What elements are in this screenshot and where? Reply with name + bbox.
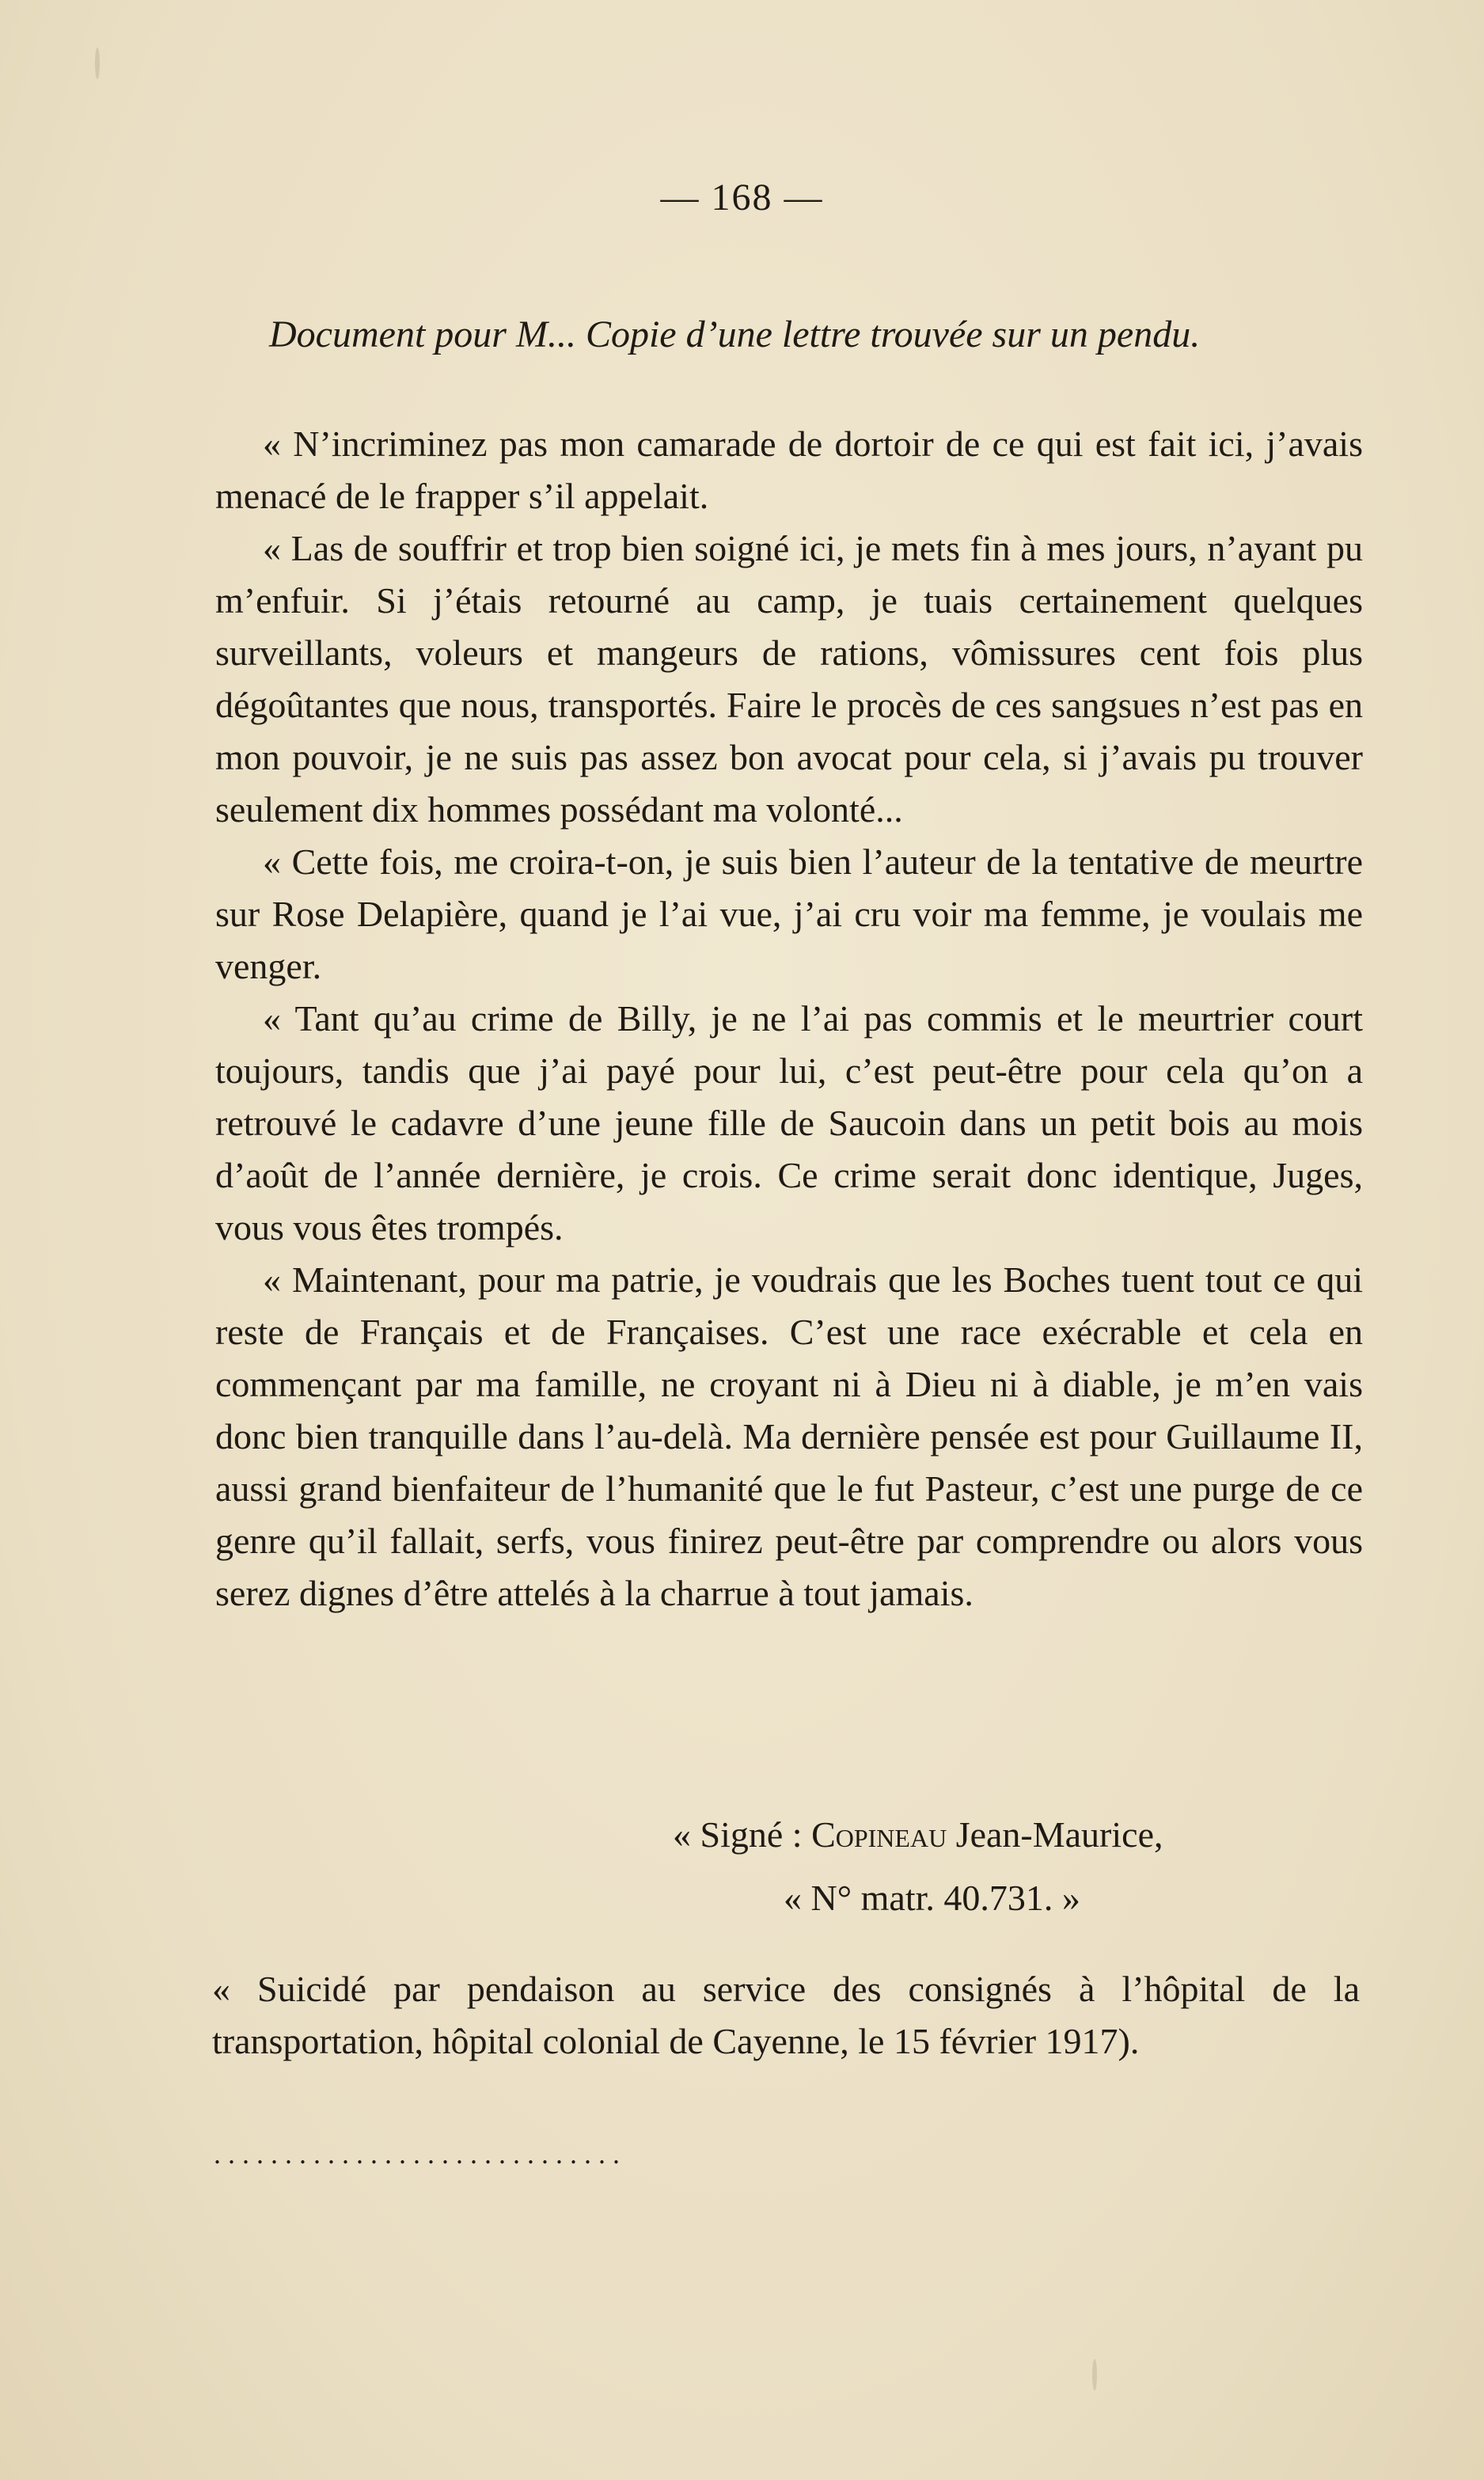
signature-surname: Copineau — [811, 1814, 947, 1855]
letter-paragraph: « Las de souffrir et trop bien soigné ici, je mets fin à mes jours, n’ayant pu m’enfuir. Si j’étais retourné au camp, je tuais certainement quelques surveillants, voleurs et mangeurs de rations, vômissures cent fois plus dégoûtantes que nous, transportés. Faire le procès de ces sangsues n’est pas en mon pouvoir, je ne suis pas assez bon avocat pour cela, si j’avais pu trouver seulement dix hommes possédant ma volonté... — [215, 528, 1363, 830]
paper-stain — [1092, 2359, 1097, 2391]
letter-paragraph: « Maintenant, pour ma patrie, je voudrais que les Boches tuent tout ce qui reste de Français et de Françaises. C’est une race exécrable et cela en commençant par ma famille, ne croyant ni à Dieu ni à diable, je m’en vais donc bien tranquille dans l’au-delà. Ma dernière pensée est pour Guillaume II, aussi grand bienfaiteur de l’humanité que le fut Pasteur, c’est une purge de ce genre qu’il fallait, serfs, vous finirez peut-être par comprendre ou alors vous serez dignes d’être attelés à la charrue à tout jamais. — [215, 1259, 1363, 1613]
signature-given-name: Jean-Maurice, — [947, 1814, 1163, 1855]
signature-prefix: « Signé : — [673, 1814, 812, 1855]
document-heading: Document pour M... Copie d’une lettre trouvée sur un pendu. — [269, 313, 1201, 355]
letter-paragraph: « Cette fois, me croira-t-on, je suis bien l’auteur de la tentative de meurtre sur Rose Delapière, quand je l’ai vue, j’ai cru voir ma femme, je voulais me venger. — [215, 841, 1363, 986]
letter-body — [215, 418, 1363, 1620]
matricule-line: « N° matr. 40.731. » — [784, 1878, 1080, 1918]
signature-line — [673, 1809, 1163, 1861]
footnote: « Suicidé par pendaison au service des consignés à l’hôpital de la transportation, hôpital colonial de Cayenne, le 15 février 1917). — [212, 1969, 1360, 2061]
letter-paragraph: « N’incriminez pas mon camarade de dortoir de ce qui est fait ici, j’avais menacé de le frapper s’il appelait. — [215, 423, 1363, 516]
letter-paragraph: « Tant qu’au crime de Billy, je ne l’ai pas commis et le meurtrier court toujours, tandis que j’ai payé pour lui, c’est peut-être pour cela qu’on a retrouvé le cadavre d’une jeune fille de Saucoin dans un petit bois au mois d’août de l’année dernière, je crois. Ce crime serait donc identique, Juges, vous vous êtes trompés. — [215, 998, 1363, 1248]
dotted-separator: . . . . . . . . . . . . . . . . . . . . . . . . . . . . . — [214, 2138, 620, 2170]
page-number: — 168 — — [660, 177, 824, 218]
paper-stain — [95, 47, 100, 79]
